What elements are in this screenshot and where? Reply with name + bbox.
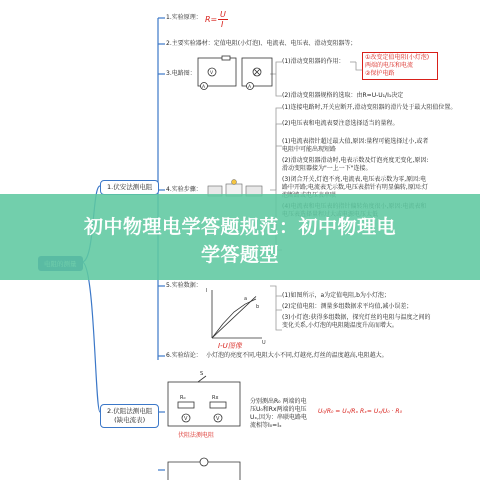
rheostat-spec: (2)滑动变阻器规格的选取：由R=U-U₁/I₁决定 <box>282 92 404 99</box>
banner-title-line-1: 初中物理电学答题规范：初中物理电 <box>83 216 396 238</box>
fault-item: (1)电流表指针超过最大值,原因:量程可能选择过小,或者电阻中可能出现短路 <box>282 138 429 153</box>
svg-text:a: a <box>244 296 248 302</box>
svg-text:V: V <box>210 71 214 76</box>
branch2-circuit-caption: 伏阻法测电阻 <box>178 432 215 439</box>
analysis-item: (3)小灯泡:获得多组数据，探究灯丝的电阻与温度之间的变化关系,小灯泡的电阻随温度升高而增大。 <box>282 314 431 329</box>
conclusion-text: 小灯泡的亮度不同,电阻大小不同,灯越亮,灯丝的温度越高,电阻越大。 <box>206 352 388 359</box>
materials-label: 2.主要实验器材：定值电阻(小灯泡)、电流表、电压表、滑动变阻器等； <box>166 40 357 47</box>
svg-text:A: A <box>202 85 206 90</box>
rx-label: Rx <box>212 395 219 401</box>
rheostat-role: (1)滑动变阻器的作用： <box>282 58 345 65</box>
principle-label: 1.实验原理： <box>166 14 202 21</box>
steps-note-2: (2)电压表和电流表要注意选择适当的量程。 <box>282 120 399 127</box>
svg-text:U: U <box>262 340 266 346</box>
fault-item: (2)滑动变阻器滑动时,电表示数及灯泡亮度无变化,原因:滑动变阻器接为"一上一下"连接。 <box>282 157 429 172</box>
branch-node-voltage-resistance: 2.伏阻法测电阻 (缺电流表) <box>100 404 159 428</box>
svg-text:V: V <box>216 416 220 422</box>
data-label: 5.实验数据： <box>166 282 202 289</box>
title-banner <box>0 194 480 280</box>
r0-label: R₀ <box>180 395 186 401</box>
branch-node-voltammetry: 1.伏安法测电阻 <box>100 180 159 195</box>
steps-note-1: (1)连接电路时,开关应断开,滑动变阻器的滑片处于最大阻值位置。 <box>282 104 457 111</box>
rheostat-role-detail: ①改变定值电阻(小灯泡)两端的电压和电流 ②保护电路 <box>362 52 438 80</box>
svg-text:I: I <box>206 288 208 294</box>
steps-label: 4.实验步骤： <box>166 186 202 193</box>
conclusion-label: 6.实验结论： <box>166 352 202 359</box>
branch2-method: 分别测出R₀ 两端的电压U₀和Rx两端的电压Uₓ,因为：串联电路电流相等I₀=Iₓ <box>250 398 307 429</box>
graph-caption: I-U图像 <box>218 342 242 350</box>
analysis-item: (1)如图所示，a为定值电阻,b为小灯泡； <box>282 292 390 299</box>
circuit-label: 3.电路图： <box>166 70 196 77</box>
svg-text:b: b <box>256 304 260 310</box>
fault-item: (3)闭合开关,灯泡不亮,电流表,电压表示数为零,原因:电路中开路;电流表无示数,电压表指针有明显偏转,原因:灯 <box>282 176 428 191</box>
svg-text:V: V <box>184 416 188 422</box>
banner-title-line-2: 学答题型 <box>200 244 279 266</box>
branch2-formula: U₀/R₀ = Uₓ/Rₓ Rₓ= Uₓ/U₀ · R₀ <box>318 408 402 415</box>
switch-label: S <box>200 371 204 377</box>
svg-text:A: A <box>248 85 252 90</box>
analysis-item: (2)定值电阻：测量多组数据求平均值,减小误差； <box>282 303 413 310</box>
